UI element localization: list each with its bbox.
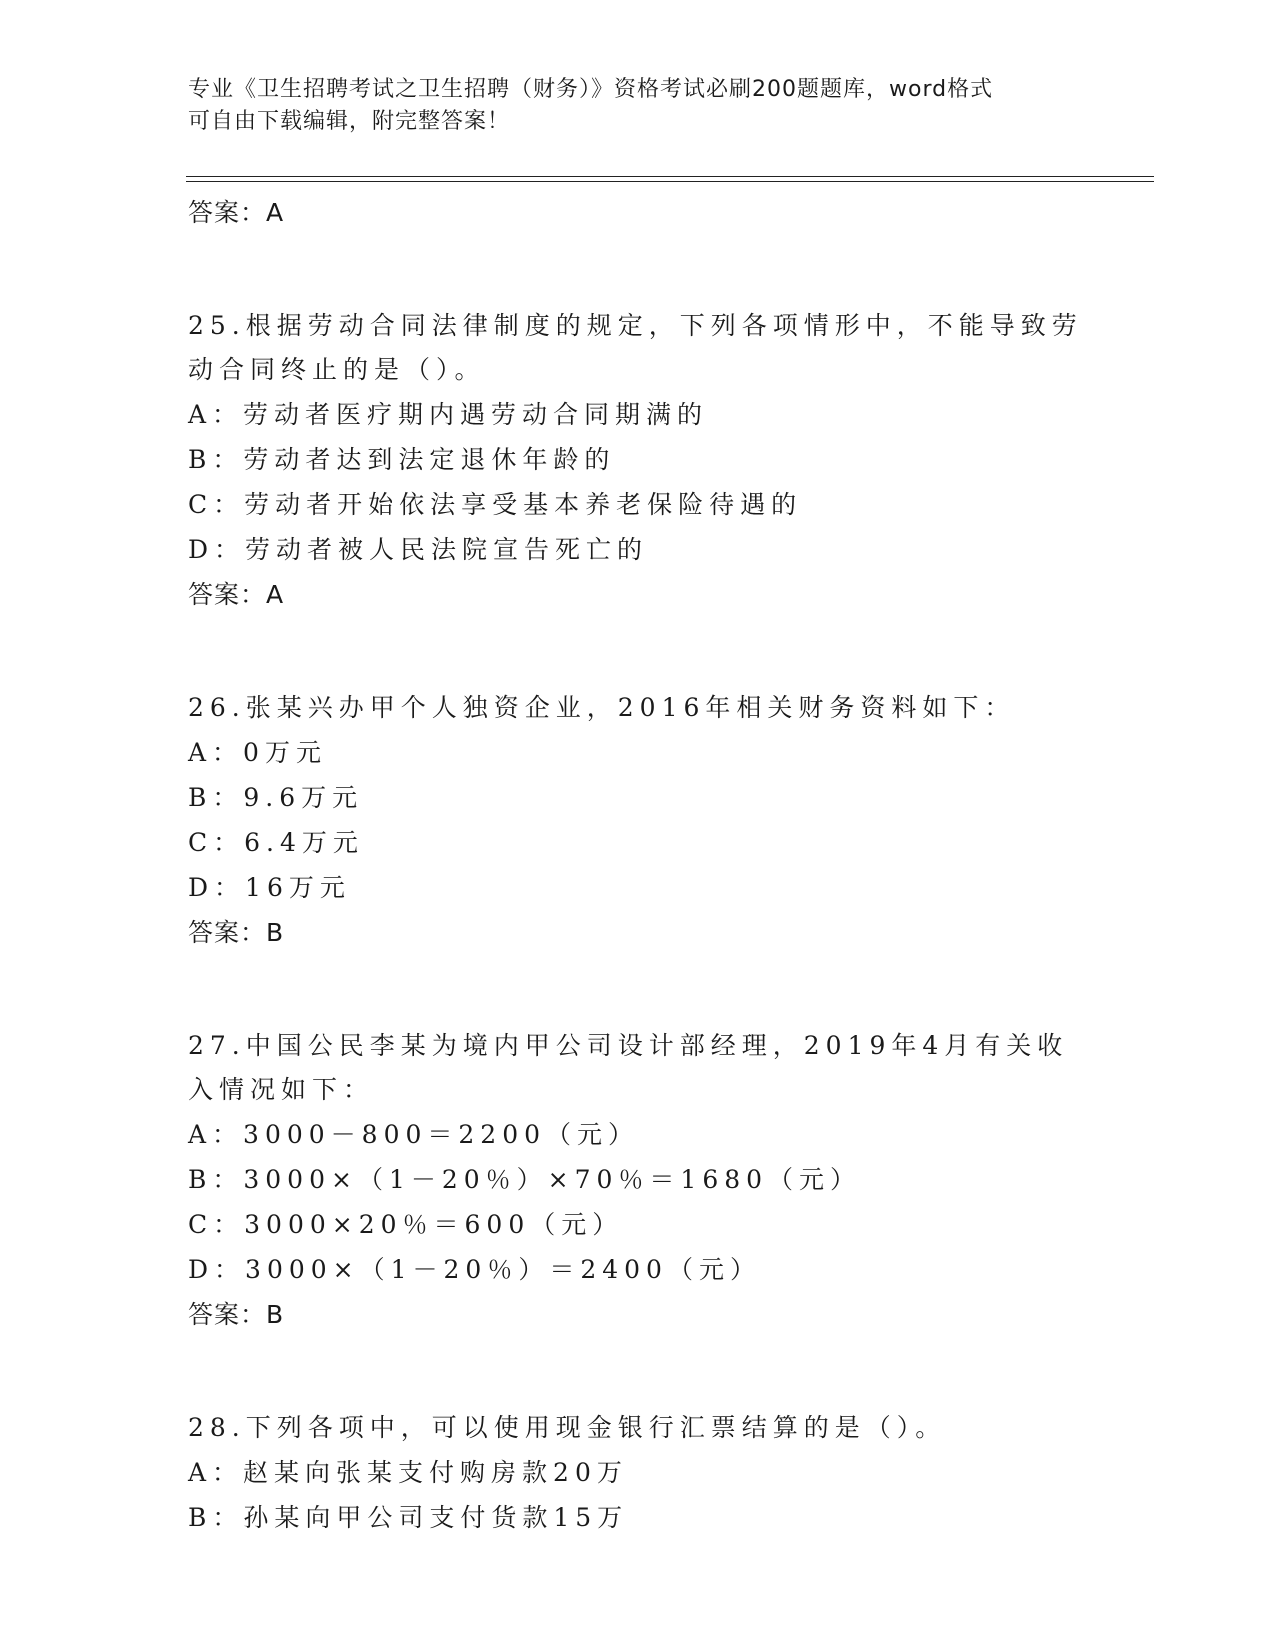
question-item — [188, 1024, 1088, 1338]
option-c: C：6.4万元 — [188, 828, 364, 857]
option-c: C：劳动者开始依法享受基本养老保险待遇的 — [188, 490, 803, 519]
header-line-1: 专业《卫生招聘考试之卫生招聘（财务）》资格考试必刷200题题库，word格式 — [188, 77, 994, 102]
header-line-2: 可自由下载编辑，附完整答案！ — [188, 109, 511, 134]
option-c: C：3000×20％＝600（元） — [188, 1210, 624, 1239]
answer-line: 答案：A — [188, 580, 285, 609]
option-b: B：9.6万元 — [188, 783, 364, 812]
question-item — [188, 304, 1088, 618]
answer-line: 答案：B — [188, 918, 285, 947]
question-text: 27.中国公民李某为境内甲公司设计部经理，2019年4月有关收入情况如下： — [188, 1031, 1069, 1104]
option-d: D：3000×（1－20％）＝2400（元） — [188, 1255, 761, 1284]
header-divider-bottom — [186, 181, 1154, 182]
option-a: A：劳动者医疗期内遇劳动合同期满的 — [188, 400, 709, 429]
question-item — [188, 686, 1088, 956]
question-text: 25.根据劳动合同法律制度的规定，下列各项情形中，不能导致劳动合同终止的是（）。 — [188, 311, 1083, 384]
option-b: B：3000×（1－20％）×70％＝1680（元） — [188, 1165, 862, 1194]
header-divider-top — [186, 176, 1154, 177]
answer-line: 答案：B — [188, 1300, 285, 1329]
answer-line: 答案：A — [188, 198, 285, 227]
question-text: 26.张某兴办甲个人独资企业，2016年相关财务资料如下： — [188, 693, 1016, 722]
question-item — [188, 1406, 1088, 1540]
option-d: D：劳动者被人民法院宣告死亡的 — [188, 535, 649, 564]
document-header — [188, 74, 1088, 138]
question-list — [188, 190, 1088, 1540]
option-a: A：赵某向张某支付购房款20万 — [188, 1458, 628, 1487]
option-b: B：孙某向甲公司支付货款15万 — [188, 1503, 629, 1532]
option-d: D：16万元 — [188, 873, 351, 902]
option-b: B：劳动者达到法定退休年龄的 — [188, 445, 616, 474]
question-text: 28.下列各项中，可以使用现金银行汇票结算的是（）。 — [188, 1413, 947, 1442]
option-a: A：0万元 — [188, 738, 327, 767]
option-a: A：3000－800＝2200（元） — [188, 1120, 640, 1149]
